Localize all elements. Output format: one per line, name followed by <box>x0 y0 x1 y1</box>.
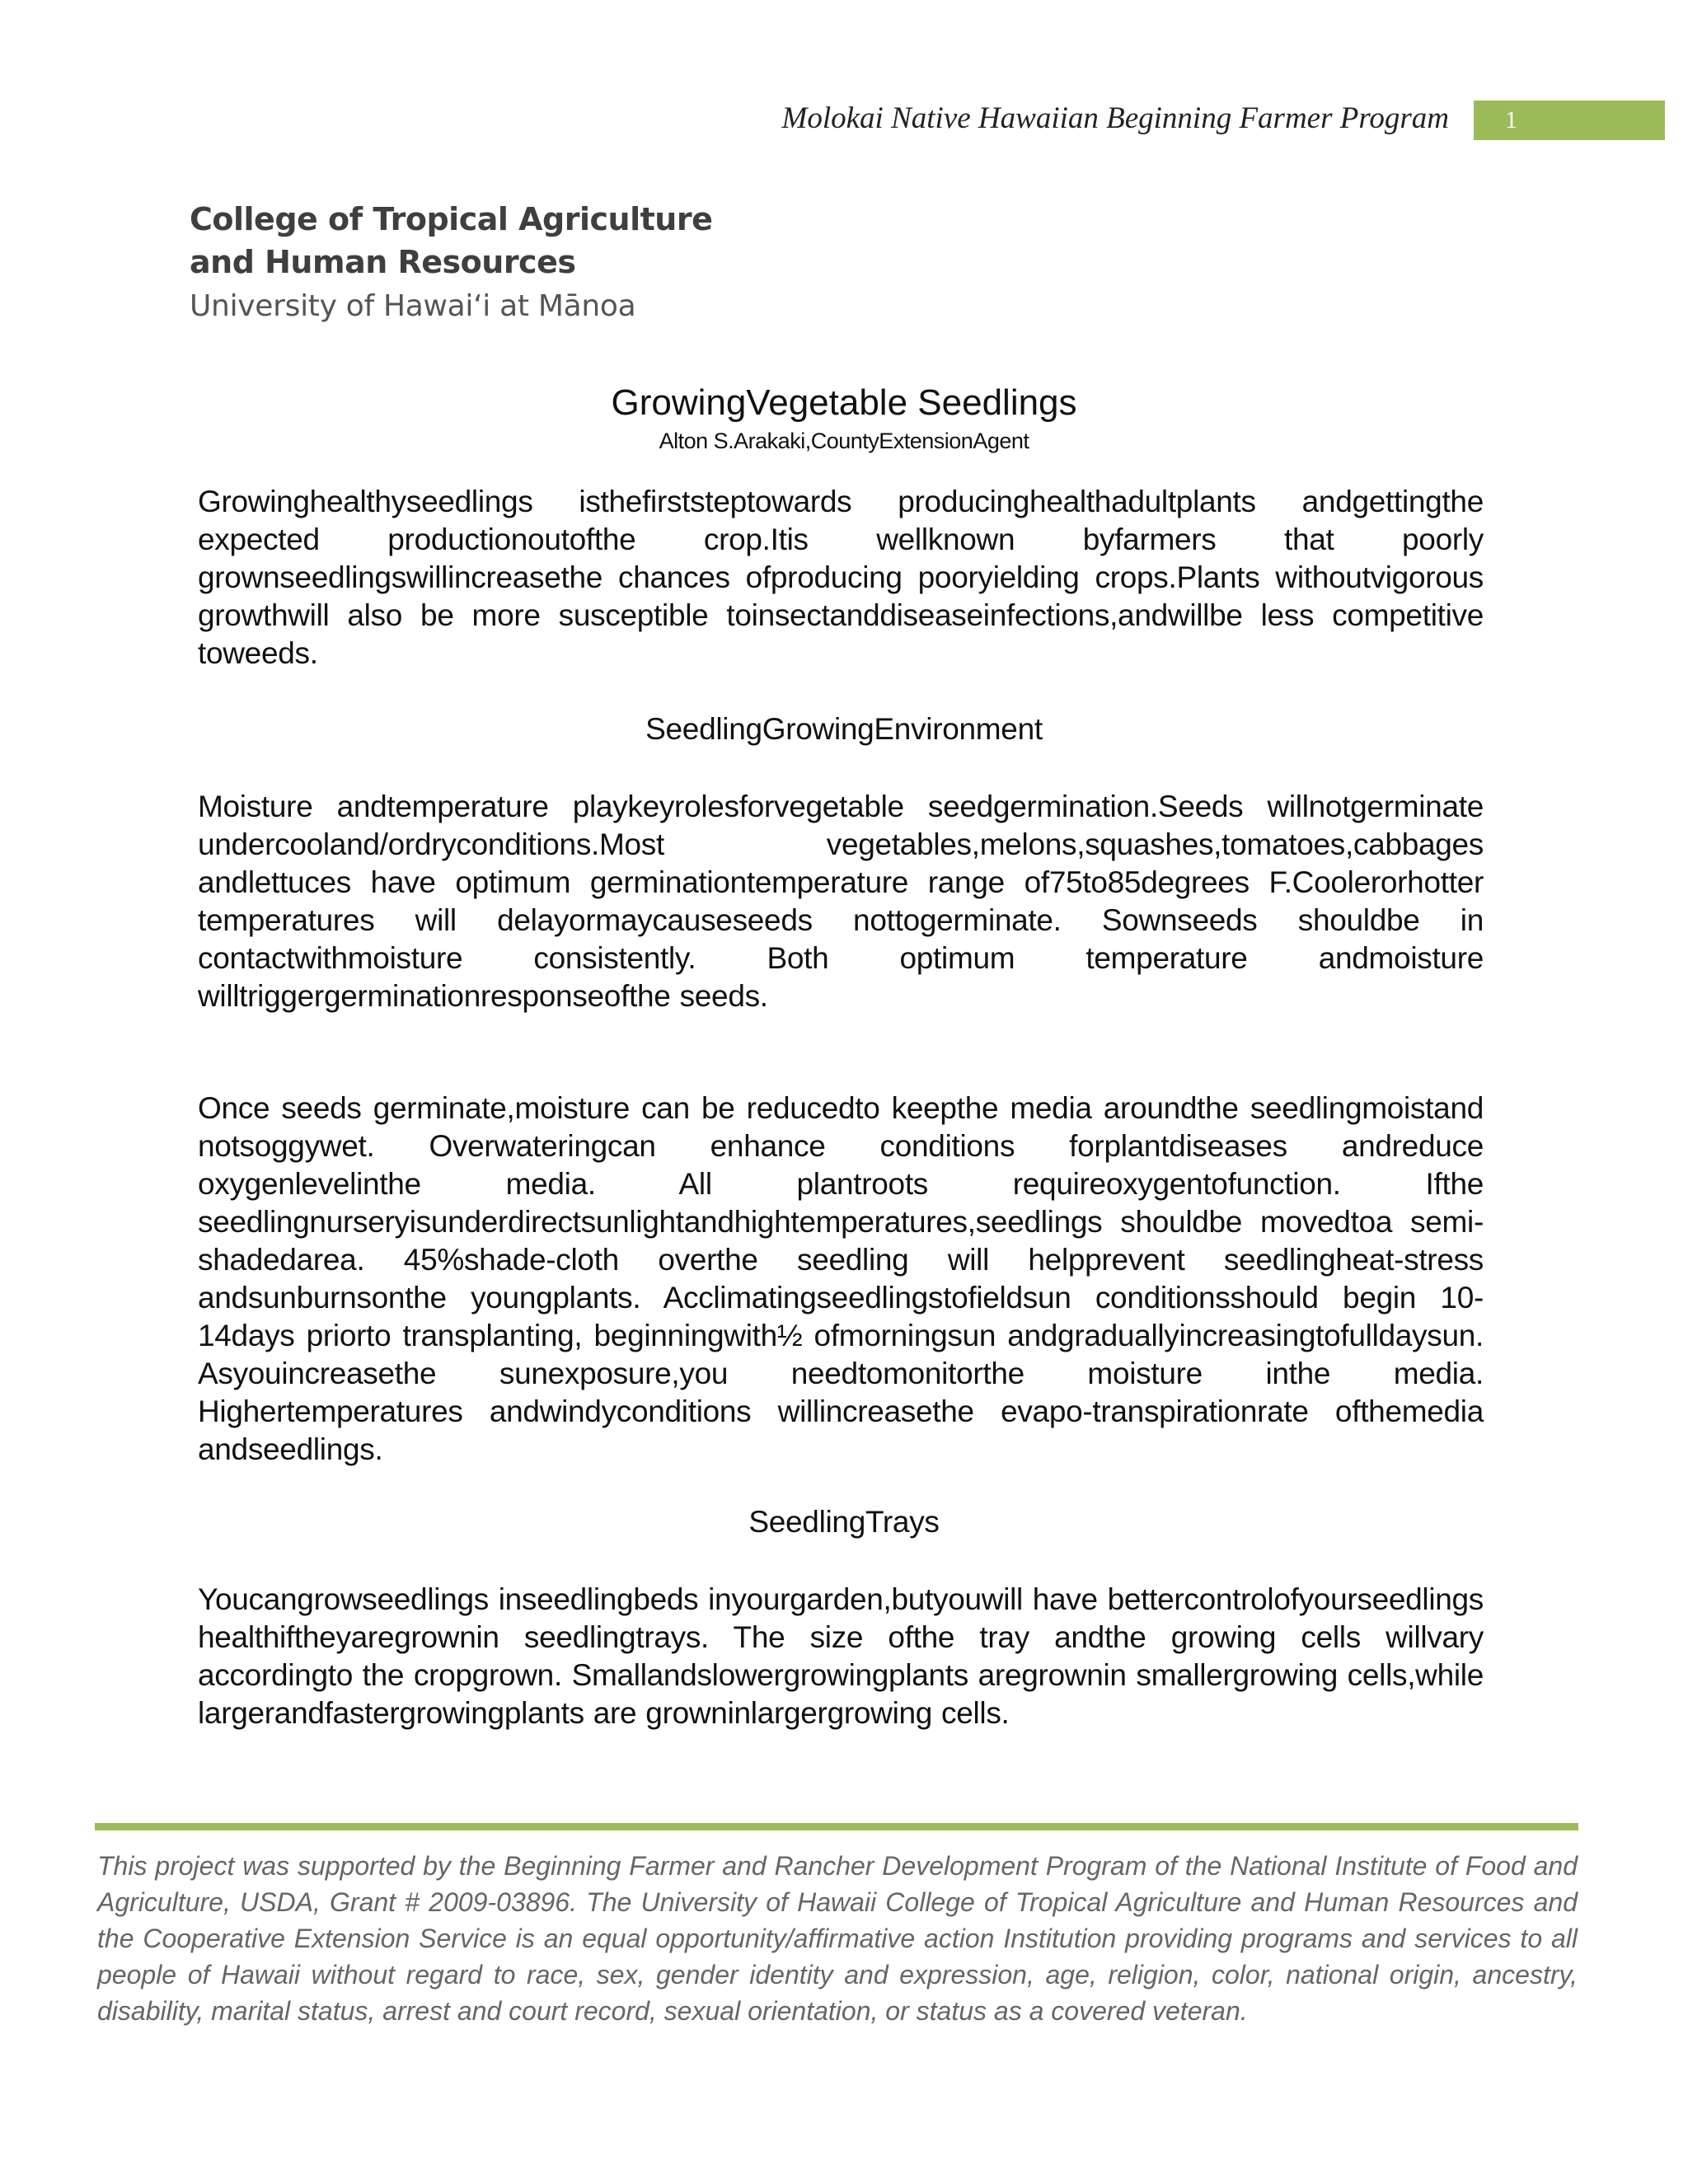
section-heading-environment: SeedlingGrowingEnvironment <box>645 712 1043 746</box>
document-title: GrowingVegetable Seedlings <box>611 382 1077 423</box>
logo-line-1: College of Tropical Agriculture <box>190 201 713 237</box>
section-heading-trays: SeedlingTrays <box>748 1505 940 1539</box>
environment-paragraph-2: Once seeds germinate,moisture can be reducedto keepthe media aroundthe seedlingmoistand notsoggywet. Overwateringcan enhance conditions forplantdiseases andreduce oxygenlevelinthe media. All plantroots requireoxygentofunction. Ifthe seedlingnurseryisunderdirectsunlightandhightemperatures,seedlings shouldbe movedtoa semi-shadedarea. 45%shade-cloth overthe seedling will helpprevent seedlingheat-stress andsunburnsonthe youngplants. Acclimatingseedlingstofieldsun conditionsshould begin 10-14days priorto transplanting, beginningwith½ ofmorningsun andgraduallyincreasingtofulldaysun. Asyouincreasethe sunexposure,you needtomonitorthe moisture inthe media. Highertemperatures andwindyconditions willincreasethe evapo-transpirationrate ofthemedia andseedlings. <box>198 1091 1484 1466</box>
logo-line-2: and Human Resources <box>190 244 576 280</box>
footer-divider <box>95 1823 1578 1830</box>
trays-paragraph: Youcangrowseedlings inseedlingbeds inyourgarden,butyouwill have bettercontrolofyourseedlings healthiftheyaregrownin seedlingtrays. The size ofthe tray andthe growing cells willvary accordingto the cropgrown. Smallandslowergrowingplants aregrownin smallergrowing cells,while largerandfastergrowingplants are growninlargergrowing cells. <box>198 1582 1484 1730</box>
running-header-title: Molokai Native Hawaiian Beginning Farmer Program <box>781 101 1449 135</box>
intro-paragraph: Growinghealthyseedlings isthefirststeptowards producinghealthadultplants andgettingthe expected productionoutofthe crop.Itis wellknown byfarmers that poorly grownseedlingswillincreasethe chances ofproducing pooryielding crops.Plants withoutvigorous growthwill also be more susceptible toinsectanddiseaseinfections,andwillbe less competitive toweeds. <box>198 485 1484 670</box>
footer-disclaimer: This project was supported by the Beginning Farmer and Rancher Development Program of the National Institute of Food and Agriculture, USDA, Grant # 2009-03896. The University of Hawaii College of Tropical Agriculture and Human Resources and the Cooperative Extension Service is an equal opportunity/affirmative action Institution providing programs and services to all people of Hawaii without regard to race, sex, gender identity and expression, age, religion, color, national origin, ancestry, disability, marital status, arrest and court record, sexual orientation, or status as a covered veteran. <box>97 1851 1578 2026</box>
logo-line-3: University of Hawai‘i at Mānoa <box>190 289 636 323</box>
document-author: Alton S.Arakaki,CountyExtensionAgent <box>659 429 1029 453</box>
environment-paragraph-1: Moisture andtemperature playkeyrolesforvegetable seedgermination.Seeds willnotgerminate undercooland/ordryconditions.Most vegetables,melons,squashes,tomatoes,cabbages andlettuces have optimum germinationtemperature range of75to85degrees F.Coolerorhotter temperatures will delayormaycauseseeds nottogerminate. Sownseeds shouldbe in contactwithmoisture consistently. Both optimum temperature andmoisture willtriggergerminationresponseofthe seeds. <box>198 790 1484 1013</box>
institution-logo <box>190 198 712 330</box>
page-number-badge: 1 <box>1474 101 1665 140</box>
